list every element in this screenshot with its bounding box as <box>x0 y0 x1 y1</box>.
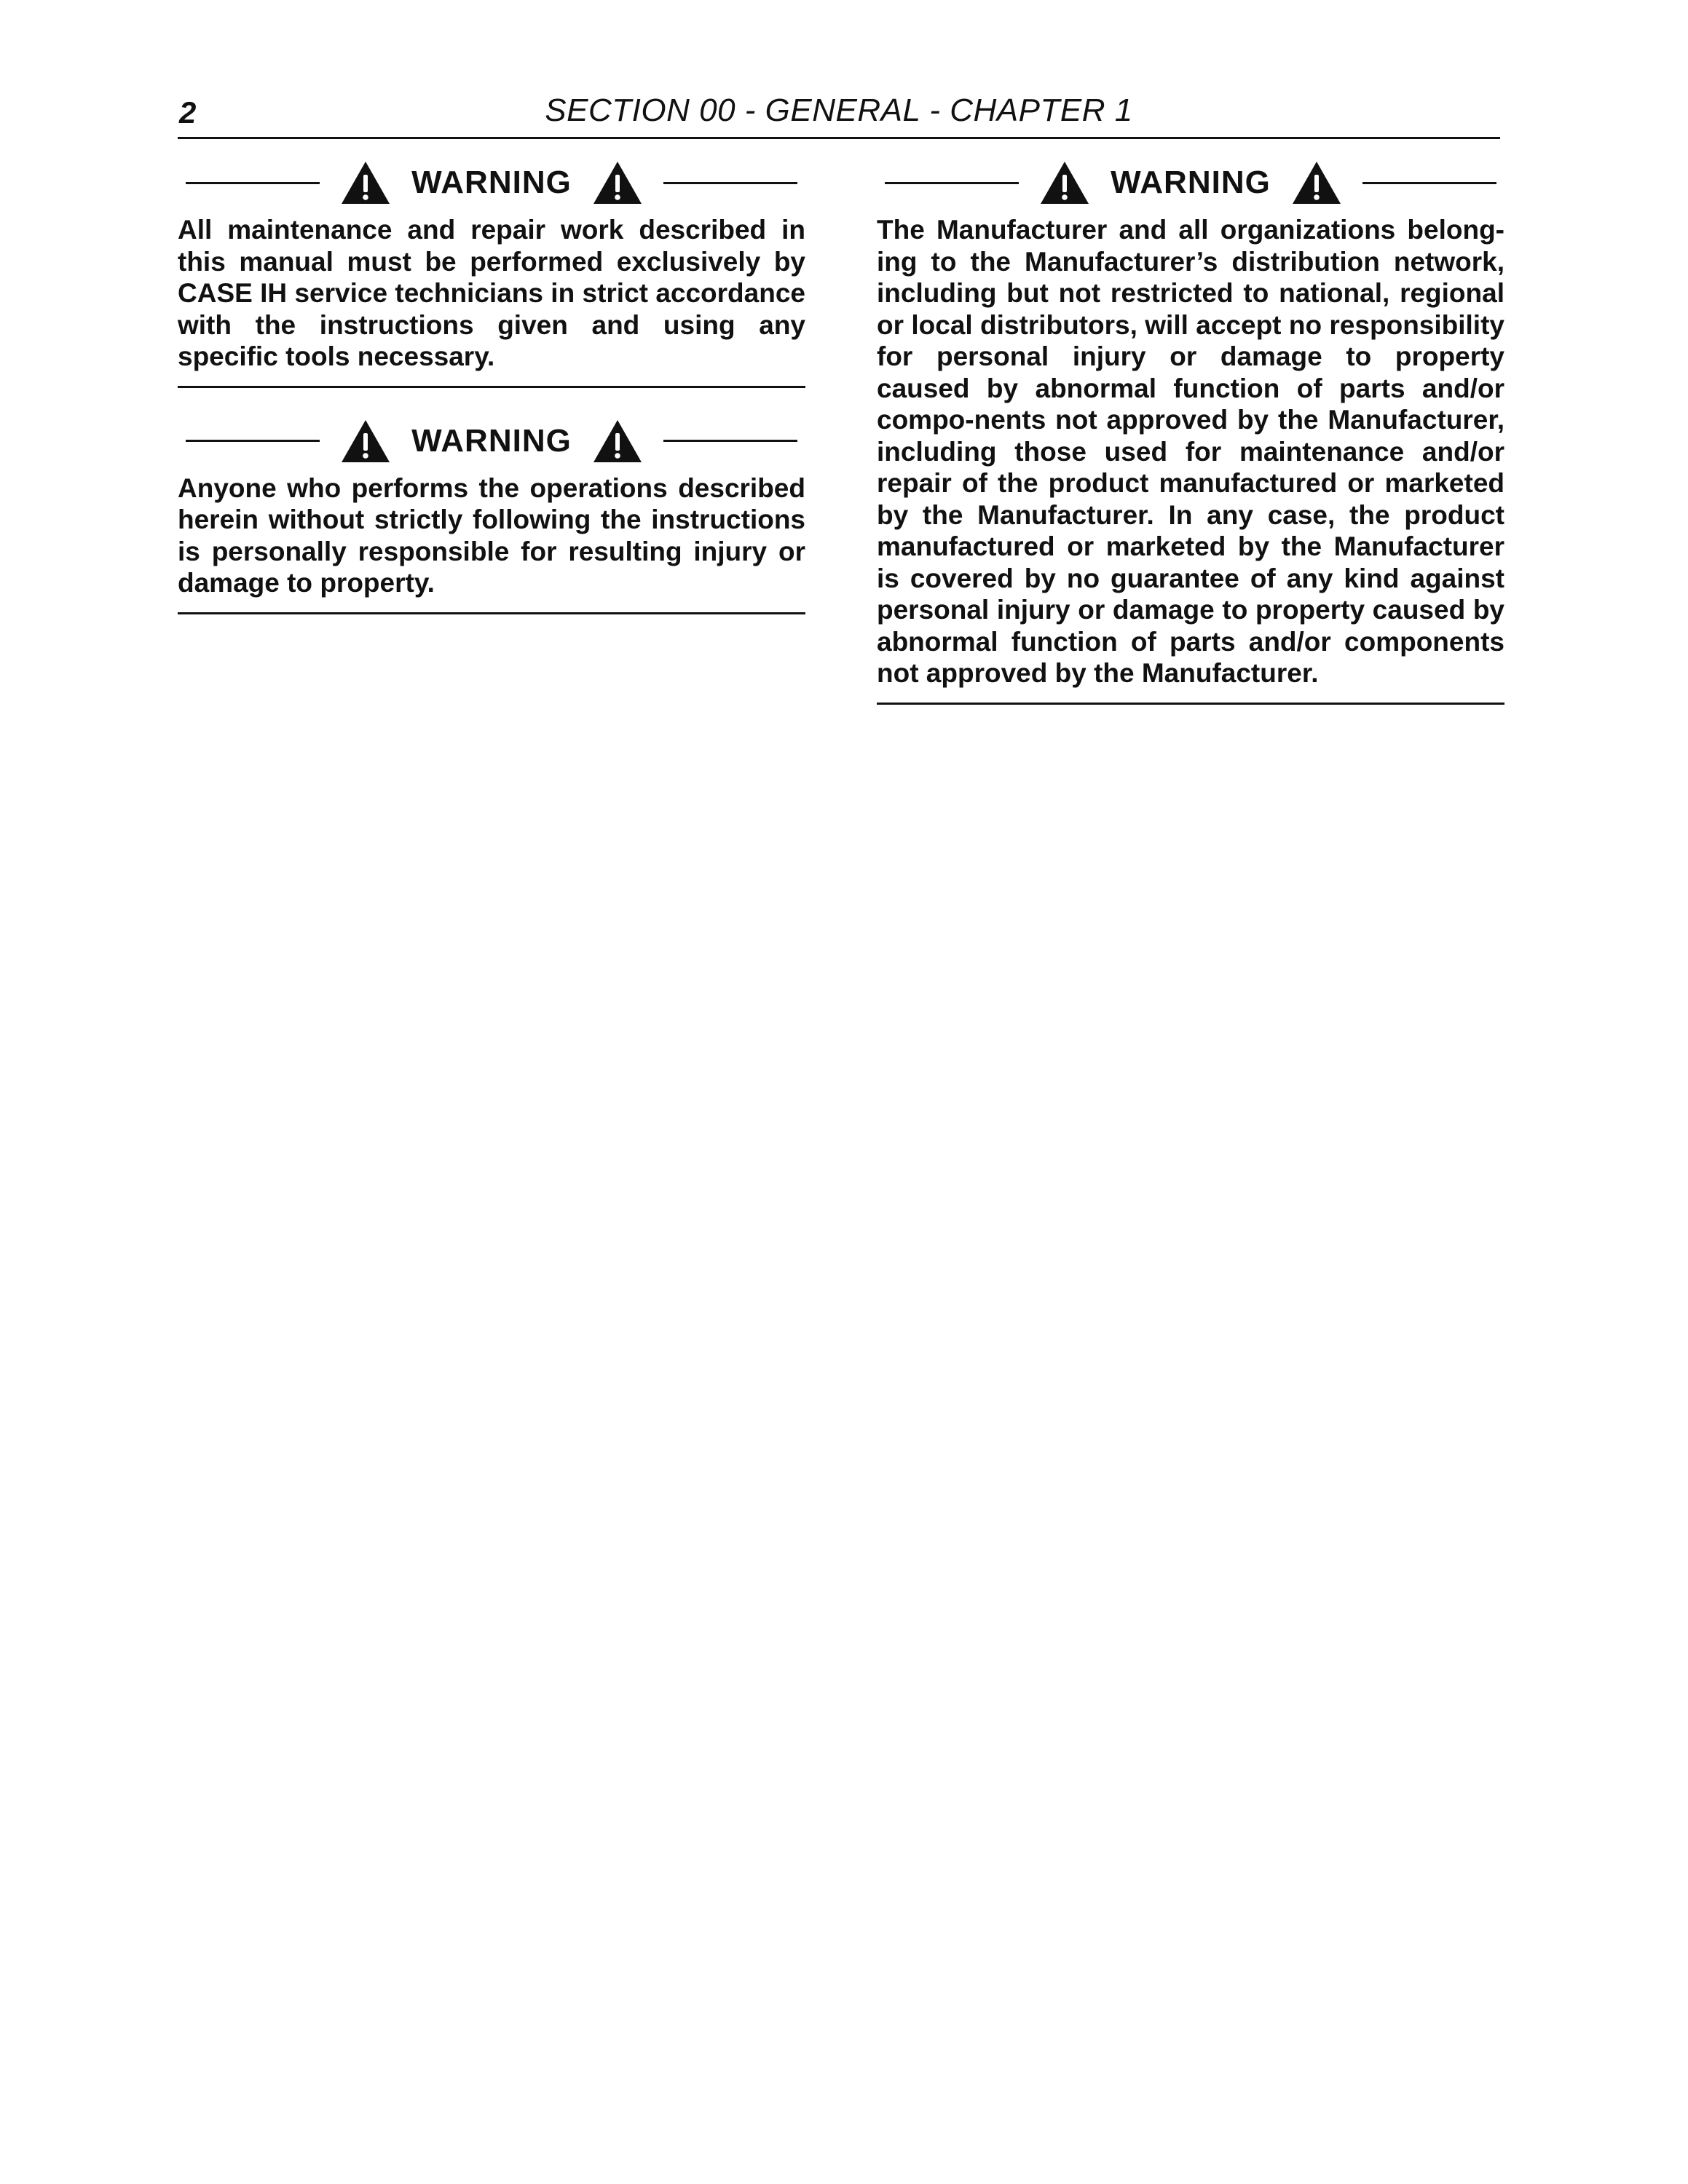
warning-rule-right <box>663 182 797 184</box>
warning-rule-left <box>885 182 1019 184</box>
warning-rule-right <box>1362 182 1496 184</box>
warning-header <box>178 159 805 207</box>
warning-triangle-icon <box>592 419 643 464</box>
warning-triangle-icon <box>1039 160 1090 205</box>
warning-text: All maintenance and repair work described in this manual must be performed exclusively by CASE IH service technicians in strict accordance with the instructions given and using any specific tools necessary. <box>178 215 805 371</box>
warning-triangle-icon <box>592 160 643 205</box>
page-header <box>178 89 1500 139</box>
warning-header <box>178 417 805 465</box>
warning-text: Anyone who performs the operations described herein without strictly following the instructions is personally responsible for resulting injury or damage to property. <box>178 472 805 598</box>
warning-header <box>877 159 1504 207</box>
running-head: SECTION 00 - GENERAL - CHAPTER 1 <box>545 92 1133 128</box>
left-column <box>178 159 805 644</box>
warning-text: The Manufacturer and all organizations belong-ing to the Manufacturer’s distribution network, including but not restricted to national, regional or local distributors, will accept no responsibility for personal injury or damage to property caused by abnormal function of parts and/or compo-nents not approved by the Manufacturer, including those used for maintenance and/or repair of the product manufactured or marketed by the Manufacturer. In any case, the product manufactured or marketed by the Manufacturer is covered by no guarantee of any kind against personal injury or damage to property caused by abnormal function of parts and/or components not approved by the Manufacturer. <box>877 215 1504 688</box>
warning-rule-left <box>186 182 320 184</box>
warning-block <box>877 159 1504 705</box>
warning-title: WARNING <box>411 422 572 459</box>
warning-rule-left <box>186 440 320 442</box>
warning-title: WARNING <box>411 165 572 200</box>
warning-rule-right <box>663 440 797 442</box>
warning-block <box>178 417 805 614</box>
warning-triangle-icon <box>340 419 391 464</box>
warning-block <box>178 159 805 388</box>
warning-title: WARNING <box>1111 165 1271 200</box>
page-number: 2 <box>179 95 197 130</box>
right-column <box>877 159 1504 734</box>
warning-triangle-icon <box>340 160 391 205</box>
warning-triangle-icon <box>1291 160 1342 205</box>
